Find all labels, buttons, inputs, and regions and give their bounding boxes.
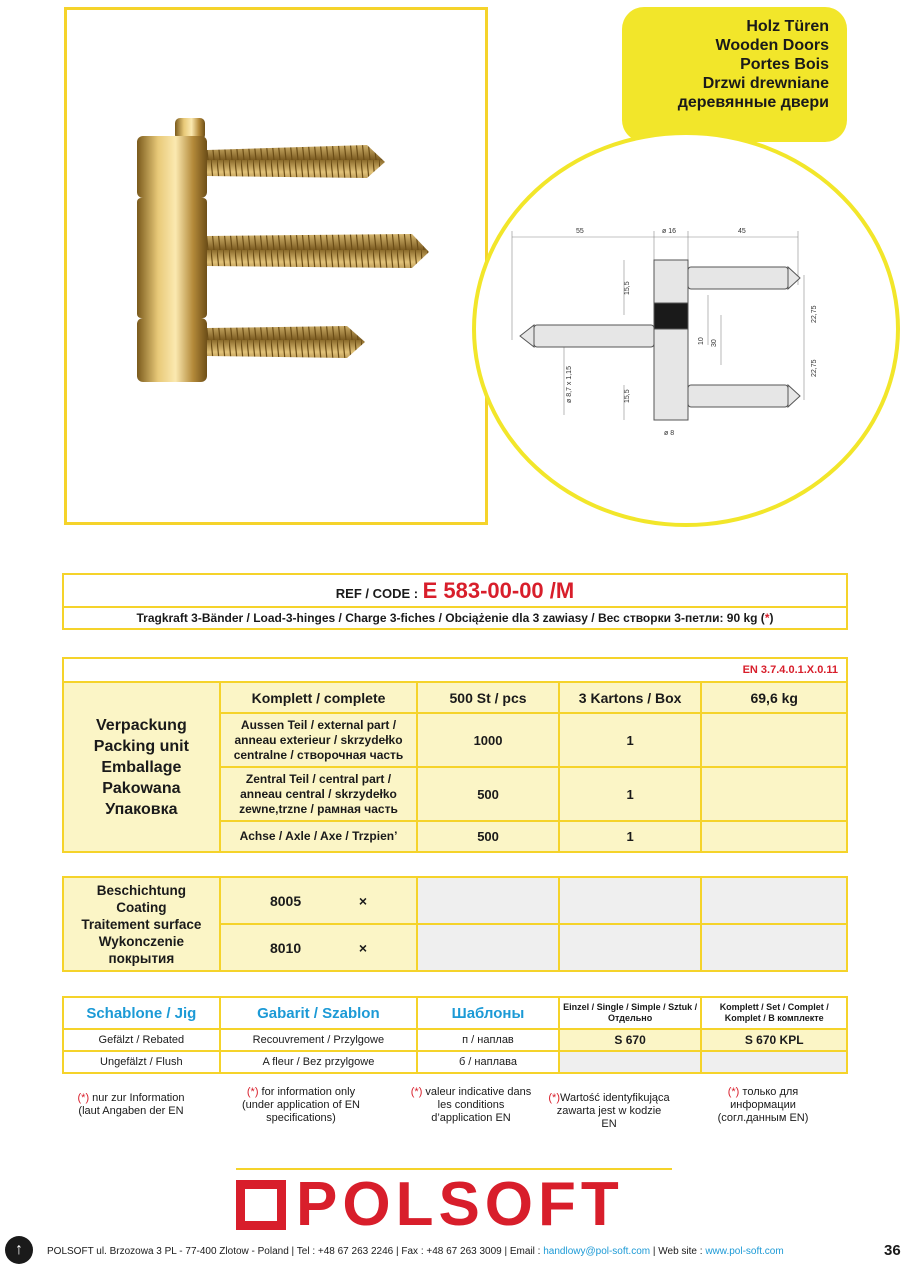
coating-option xyxy=(220,877,418,924)
jig-header-set: Komplett / Set / Complet / Komplet / В комплекте xyxy=(701,997,847,1029)
note-star: (*) xyxy=(246,1086,259,1098)
note-star: (*) xyxy=(77,1092,90,1104)
packing-row-empty xyxy=(701,767,847,821)
ref-code: E 583-00-00 /M xyxy=(422,577,575,603)
dim-45: 45 xyxy=(738,228,746,235)
dim-8: ø 8 xyxy=(664,430,675,437)
hinge-screw-bottom xyxy=(207,326,365,358)
packing-complete-weight: 69,6 kg xyxy=(701,682,847,713)
drawing-screw-mid-tip xyxy=(520,325,534,347)
hinge-knuckle-mid xyxy=(137,198,207,318)
coating-empty-cell xyxy=(701,877,847,924)
note-en xyxy=(200,1086,402,1131)
packing-complete-label: Komplett / complete xyxy=(220,682,418,713)
coating-empty-cell xyxy=(559,877,702,924)
dim-15-5-top: 15,5 xyxy=(624,281,631,295)
packing-row-box: 1 xyxy=(559,713,702,767)
packing-row-empty xyxy=(701,713,847,767)
technical-drawing xyxy=(476,135,896,523)
product-photo-frame xyxy=(64,7,488,525)
dim-30: 30 xyxy=(711,339,718,347)
jig-code: S 670 KPL xyxy=(701,1029,847,1051)
jig-header-single: Einzel / Single / Simple / Sztuk / Отдельно xyxy=(559,997,702,1029)
packing-label xyxy=(63,682,220,852)
ref-code-cell xyxy=(63,574,847,607)
footer-web-link[interactable]: www.pol-soft.com xyxy=(705,1246,784,1257)
coating-empty-cell xyxy=(417,924,559,971)
packing-row-qty: 1000 xyxy=(417,713,559,767)
note-pl xyxy=(540,1086,678,1131)
coating-empty-cell xyxy=(701,924,847,971)
title-line-en: Wooden Doors xyxy=(715,37,829,54)
drawing-screw-mid xyxy=(534,325,654,347)
coating-empty-cell xyxy=(417,877,559,924)
load-capacity-text: Tragkraft 3-Bänder / Load-3-hinges / Charge 3-fiches / Obciążenie dla 3 zawiasy / Вес створки 3-петли: 90 kg ( xyxy=(136,611,765,625)
note-star: (*) xyxy=(410,1086,423,1098)
coating-label-pl: Wykonczenie xyxy=(98,933,185,949)
packing-complete-qty: 500 St / pcs xyxy=(417,682,559,713)
logo-text: POLSOFT xyxy=(296,1170,624,1239)
ref-label: REF / CODE : xyxy=(335,585,419,601)
coating-mark: × xyxy=(358,892,368,909)
hinge-screw-top xyxy=(207,145,385,178)
notes-row xyxy=(62,1086,848,1131)
footer-text: POLSOFT ul. Brzozowa 3 PL - 77-400 Zlotow - Poland | Tel : +48 67 263 2246 | Fax : +48 67 263 3009 | Email : xyxy=(47,1246,544,1257)
packing-row-box: 1 xyxy=(559,821,702,852)
title-line-fr: Portes Bois xyxy=(740,56,829,73)
title-box xyxy=(622,7,847,142)
note-de xyxy=(62,1086,200,1131)
dim-16: ø 16 xyxy=(662,228,677,235)
packing-label-fr: Emballage xyxy=(101,758,182,776)
packing-row-name: Zentral Teil / central part / anneau central / skrzydełko zewne,trzne / рамная часть xyxy=(220,767,418,821)
note-text: Wartość identyfikująca zawarta jest w kodzie EN xyxy=(556,1092,670,1130)
load-capacity-star: * xyxy=(764,611,770,625)
load-capacity-cell xyxy=(63,607,847,629)
jig-cell: Gefälzt / Rebated xyxy=(63,1029,220,1051)
dim-22-75-top: 22,75 xyxy=(811,305,818,323)
jig-empty-cell xyxy=(559,1051,702,1073)
note-fr xyxy=(402,1086,540,1131)
dim-thread: ø 8,7 x 1,15 xyxy=(566,366,573,403)
coating-code: 8010 xyxy=(269,939,302,956)
dim-10: 10 xyxy=(698,337,705,345)
jig-table xyxy=(62,996,848,1074)
jig-code: S 670 xyxy=(559,1029,702,1051)
hinge-knuckle-top xyxy=(137,136,207,198)
coating-label-ru: покрытия xyxy=(108,950,175,966)
note-text: for information only (under application of EN specifications) xyxy=(241,1086,360,1124)
packing-row-qty: 500 xyxy=(417,767,559,821)
drawing-screw-bottom xyxy=(688,385,788,407)
note-star: (*) xyxy=(727,1086,740,1098)
note-ru xyxy=(678,1086,848,1131)
footer-text-web: | Web site : xyxy=(650,1246,706,1257)
drawing-screw-bottom-tip xyxy=(788,385,800,407)
jig-cell: Recouvrement / Przylgowe xyxy=(220,1029,417,1051)
coating-option xyxy=(220,924,418,971)
footer-contact xyxy=(47,1246,784,1257)
footer-email-link[interactable]: handlowy@pol-soft.com xyxy=(543,1246,651,1257)
packing-row-empty xyxy=(701,821,847,852)
technical-drawing-circle xyxy=(472,131,900,527)
note-star: (*) xyxy=(548,1092,560,1104)
drawing-ring xyxy=(654,303,688,329)
packing-table xyxy=(62,657,848,853)
arrow-up-icon[interactable]: ↑ xyxy=(5,1236,33,1264)
hinge-photo xyxy=(67,10,485,522)
coating-table xyxy=(62,876,848,972)
jig-header: Шаблоны xyxy=(417,997,559,1029)
note-text: только для информации (согл.данным EN) xyxy=(717,1086,809,1124)
drawing-knuckle xyxy=(654,260,688,420)
coating-label-en: Coating xyxy=(116,899,167,915)
hinge-screw-mid xyxy=(207,234,429,268)
hinge-knuckle-bottom xyxy=(137,318,207,382)
packing-row-qty: 500 xyxy=(417,821,559,852)
coating-label xyxy=(63,877,220,971)
packing-label-pl: Pakowana xyxy=(102,779,181,797)
title-line-pl: Drzwi drewniane xyxy=(702,75,829,92)
packing-label-ru: Упаковка xyxy=(105,800,178,818)
drawing-screw-top xyxy=(688,267,788,289)
jig-header: Schablone / Jig xyxy=(63,997,220,1029)
dim-55: 55 xyxy=(576,228,584,235)
packing-row-name: Achse / Axle / Axe / Trzpien’ xyxy=(220,821,418,852)
ref-code-table xyxy=(62,573,848,630)
note-text: valeur indicative dans les conditions d’application EN xyxy=(422,1086,532,1124)
coating-code: 8005 xyxy=(269,892,302,909)
coating-mark: × xyxy=(358,939,368,956)
dim-15-5-bottom: 15,5 xyxy=(624,389,631,403)
logo-square-icon xyxy=(236,1180,286,1230)
polsoft-logo xyxy=(236,1170,672,1239)
packing-label-de: Verpackung xyxy=(96,716,187,734)
jig-cell: A fleur / Bez przylgowe xyxy=(220,1051,417,1073)
jig-empty-cell xyxy=(701,1051,847,1073)
en-code: EN 3.7.4.0.1.X.0.11 xyxy=(63,658,847,682)
packing-row-box: 1 xyxy=(559,767,702,821)
packing-label-en: Packing unit xyxy=(93,737,189,755)
jig-header: Gabarit / Szablon xyxy=(220,997,417,1029)
coating-label-fr: Traitement surface xyxy=(81,916,202,932)
title-line-ru: деревянные двери xyxy=(677,94,829,111)
packing-row-name: Aussen Teil / external part / anneau exterieur / skrzydełko centralne / створочная часть xyxy=(220,713,418,767)
note-text: nur zur Information (laut Angaben der EN xyxy=(78,1092,185,1117)
title-line-de: Holz Türen xyxy=(746,18,829,35)
coating-empty-cell xyxy=(559,924,702,971)
dim-22-75-bottom: 22,75 xyxy=(811,359,818,377)
load-capacity-close: ) xyxy=(769,611,774,625)
packing-complete-box: 3 Kartons / Box xyxy=(559,682,702,713)
jig-cell: Ungefälzt / Flush xyxy=(63,1051,220,1073)
jig-cell: п / наплав xyxy=(417,1029,559,1051)
coating-label-de: Beschichtung xyxy=(96,882,187,898)
jig-cell: б / наплава xyxy=(417,1051,559,1073)
page-number: 36 xyxy=(884,1242,901,1259)
